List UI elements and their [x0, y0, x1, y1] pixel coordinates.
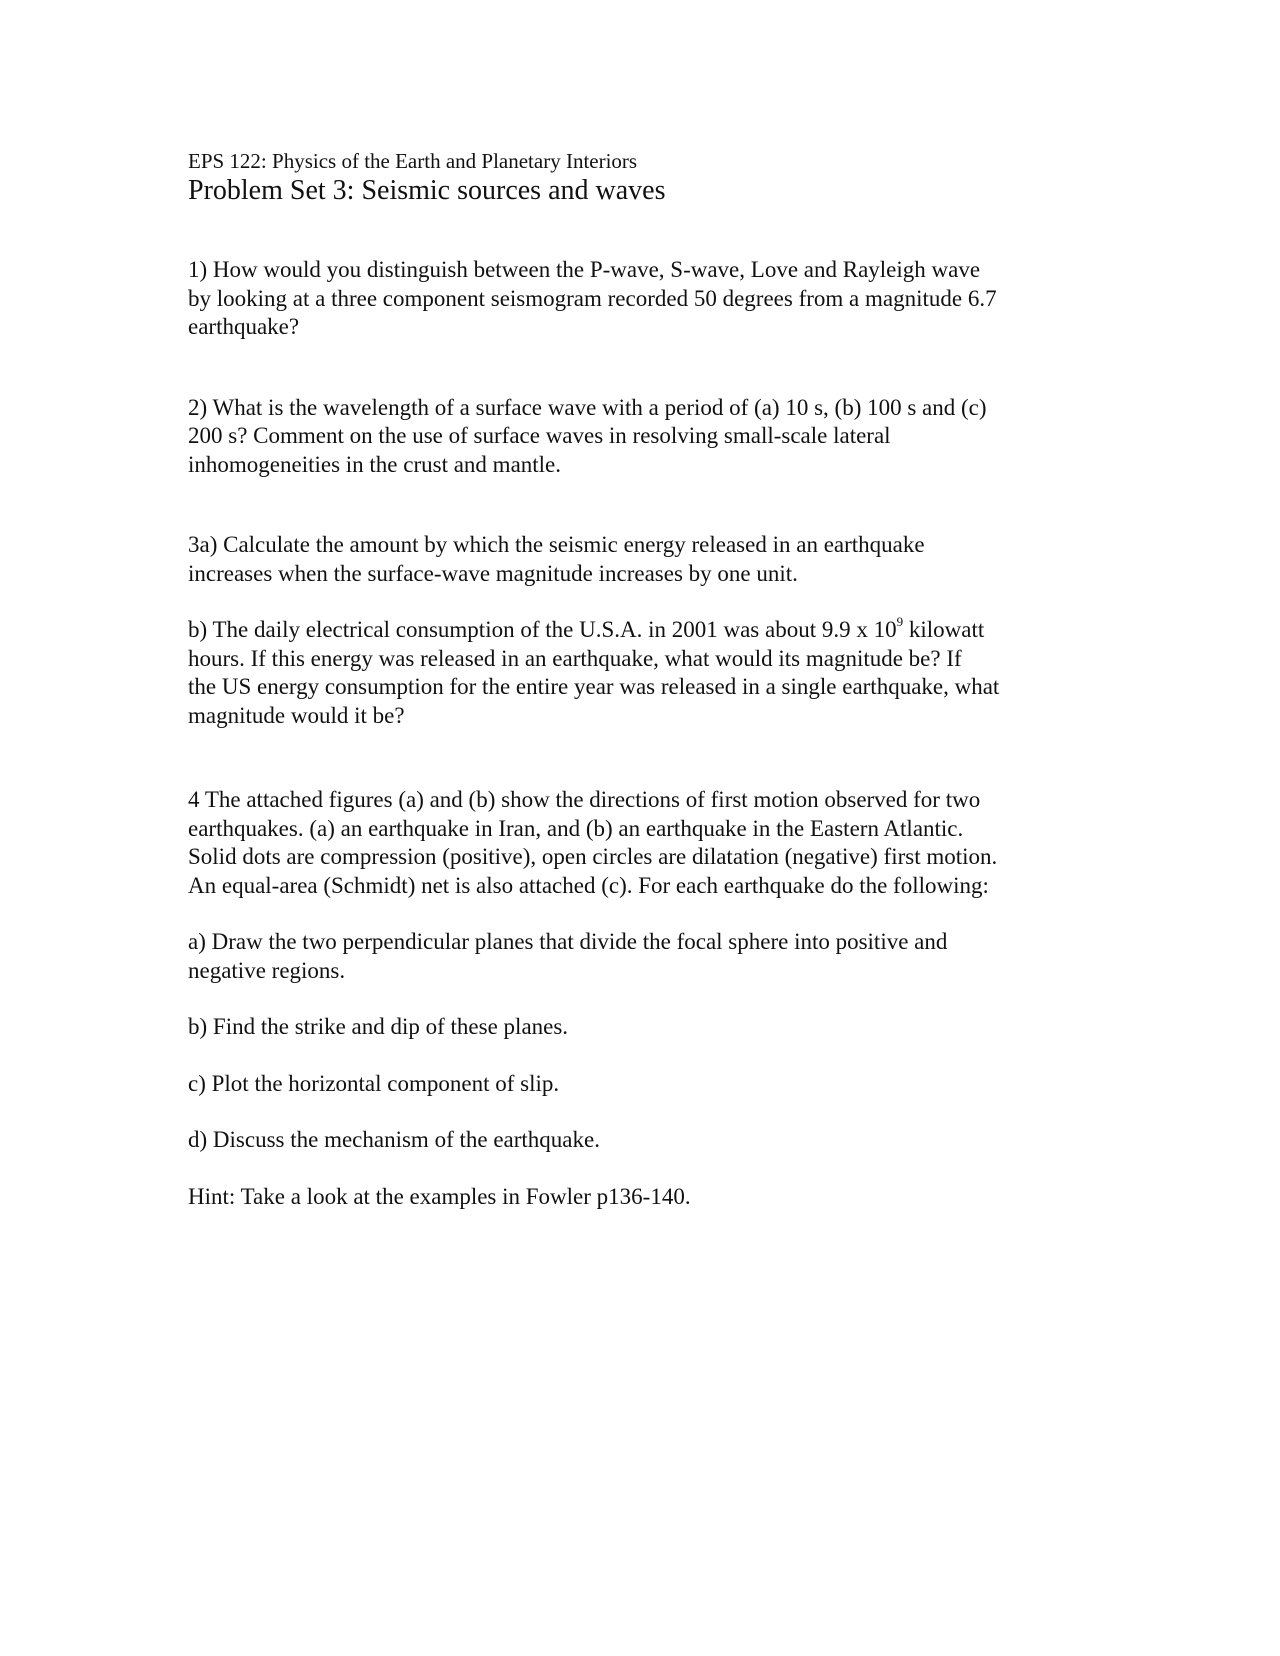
- document-content: [188, 148, 1088, 1211]
- question-2-line: 200 s? Comment on the use of surface waves in resolving small-scale lateral: [188, 423, 891, 448]
- question-4a: [188, 928, 1088, 985]
- question-2-line: 2) What is the wavelength of a surface wave with a period of (a) 10 s, (b) 100 s and (c): [188, 394, 987, 420]
- question-3b-text: b) The daily electrical consumption of the U.S.A. in 2001 was about 9.9 x 10: [188, 617, 897, 642]
- question-4b: [188, 1013, 1088, 1042]
- question-4c: [188, 1070, 1088, 1099]
- course-title: EPS 122: Physics of the Earth and Planetary Interiors: [188, 149, 638, 173]
- question-3b-text: kilowatt: [903, 617, 985, 642]
- problem-set-title: Problem Set 3: Seismic sources and waves: [188, 175, 666, 206]
- question-4d: [188, 1126, 1088, 1155]
- question-1-line: by looking at a three component seismogram recorded 50 degrees from a magnitude 6.7: [188, 285, 997, 311]
- question-1-line: 1) How would you distinguish between the P-wave, S-wave, Love and Rayleigh wave: [188, 257, 981, 282]
- question-3b-line: [188, 616, 1088, 645]
- question-4c-line: c) Plot the horizontal component of slip.: [188, 1070, 560, 1096]
- question-4a-line: negative regions.: [188, 957, 346, 983]
- question-4: [188, 786, 1088, 900]
- question-4d-line: d) Discuss the mechanism of the earthquake.: [188, 1127, 600, 1152]
- hint: [188, 1183, 1088, 1212]
- question-4b-line: b) Find the strike and dip of these planes.: [188, 1014, 569, 1039]
- question-2: [188, 394, 1088, 480]
- question-3a-line: increases when the surface-wave magnitude increases by one unit.: [188, 560, 798, 586]
- question-4-line: earthquakes. (a) an earthquake in Iran, and (b) an earthquake in the Eastern Atlantic.: [188, 815, 964, 841]
- question-1: [188, 256, 1088, 342]
- question-4-line: Solid dots are compression (positive), open circles are dilatation (negative) first motion.: [188, 844, 998, 869]
- exponent: 9: [896, 614, 904, 630]
- question-4-line: 4 The attached figures (a) and (b) show the directions of first motion observed for two: [188, 787, 981, 812]
- question-3a: [188, 531, 1088, 588]
- question-1-line: earthquake?: [188, 314, 300, 339]
- question-3b: [188, 616, 1088, 730]
- question-4-line: An equal-area (Schmidt) net is also attached (c). For each earthquake do the following:: [188, 872, 989, 898]
- question-3b-line: the US energy consumption for the entire year was released in a single earthquake, what: [188, 674, 1000, 699]
- question-2-line: inhomogeneities in the crust and mantle.: [188, 451, 562, 477]
- question-3b-line: magnitude would it be?: [188, 702, 405, 728]
- question-4a-line: a) Draw the two perpendicular planes that divide the focal sphere into positive and: [188, 929, 948, 954]
- question-3a-line: 3a) Calculate the amount by which the seismic energy released in an earthquake: [188, 532, 925, 557]
- hint-line: Hint: Take a look at the examples in Fowler p136-140.: [188, 1183, 691, 1209]
- question-3b-line: hours. If this energy was released in an earthquake, what would its magnitude be? If: [188, 645, 962, 671]
